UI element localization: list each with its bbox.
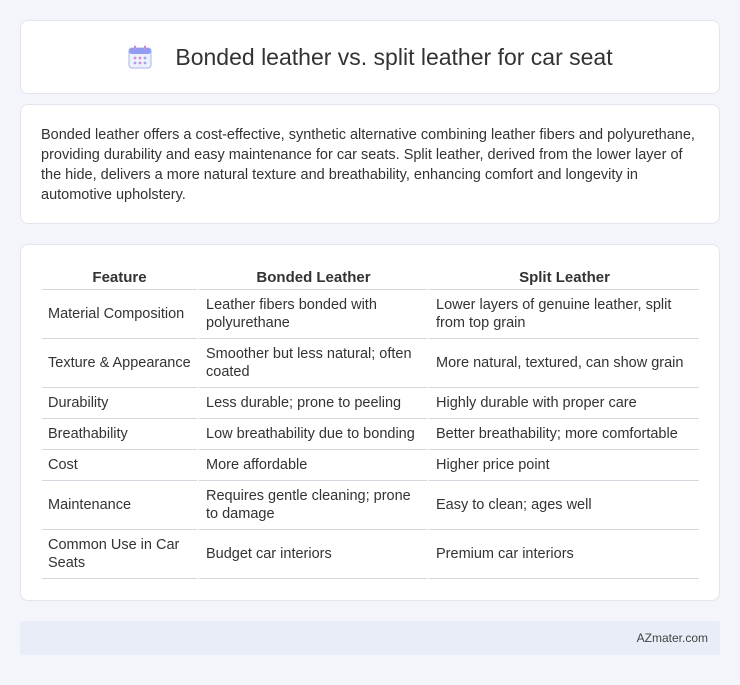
feature-cell: Breathability xyxy=(42,419,197,450)
table-row xyxy=(42,419,699,450)
split-cell: Lower layers of genuine leather, split from top grain xyxy=(427,290,699,339)
split-cell: More natural, textured, can show grain xyxy=(427,339,699,388)
feature-cell: Cost xyxy=(42,450,197,481)
header-feature: Feature xyxy=(42,263,197,290)
description-card xyxy=(20,104,720,224)
description-text: Bonded leather offers a cost-effective, synthetic alternative combining leather fibers and polyurethane, providing durability and easy maintenance for car seats. Split leather, derived from the lower layer of the hide, delivers a more natural texture and breathability, enhancing comfort and longevity in automotive upholstery. xyxy=(41,127,695,203)
split-cell: Better breathability; more comfortable xyxy=(427,419,699,450)
feature-cell: Maintenance xyxy=(42,481,197,530)
table-row xyxy=(42,530,699,579)
feature-cell: Material Composition xyxy=(42,290,197,339)
split-cell: Easy to clean; ages well xyxy=(427,481,699,530)
bonded-cell: Budget car interiors xyxy=(197,530,427,579)
header-split-leather: Split Leather xyxy=(427,263,699,290)
feature-cell: Texture & Appearance xyxy=(42,339,197,388)
bonded-cell: More affordable xyxy=(197,450,427,481)
feature-cell: Common Use in Car Seats xyxy=(42,530,197,579)
calendar-icon xyxy=(127,44,153,70)
bonded-cell: Less durable; prone to peeling xyxy=(197,388,427,419)
page-title: Bonded leather vs. split leather for car seat xyxy=(175,43,613,70)
footer-brand[interactable]: AZmater.com xyxy=(636,631,708,645)
table-row xyxy=(42,339,699,388)
feature-cell: Durability xyxy=(42,388,197,419)
footer xyxy=(20,621,720,655)
table-row xyxy=(42,290,699,339)
split-cell: Highly durable with proper care xyxy=(427,388,699,419)
table-header-row xyxy=(42,263,699,290)
bonded-cell: Leather fibers bonded with polyurethane xyxy=(197,290,427,339)
bonded-cell: Requires gentle cleaning; prone to damage xyxy=(197,481,427,530)
table-row xyxy=(42,450,699,481)
header-bonded-leather: Bonded Leather xyxy=(197,263,427,290)
split-cell: Higher price point xyxy=(427,450,699,481)
table-row xyxy=(42,388,699,419)
bonded-cell: Smoother but less natural; often coated xyxy=(197,339,427,388)
comparison-table xyxy=(42,263,699,579)
table-row xyxy=(42,481,699,530)
comparison-card xyxy=(20,244,720,601)
bonded-cell: Low breathability due to bonding xyxy=(197,419,427,450)
split-cell: Premium car interiors xyxy=(427,530,699,579)
title-card xyxy=(20,20,720,94)
